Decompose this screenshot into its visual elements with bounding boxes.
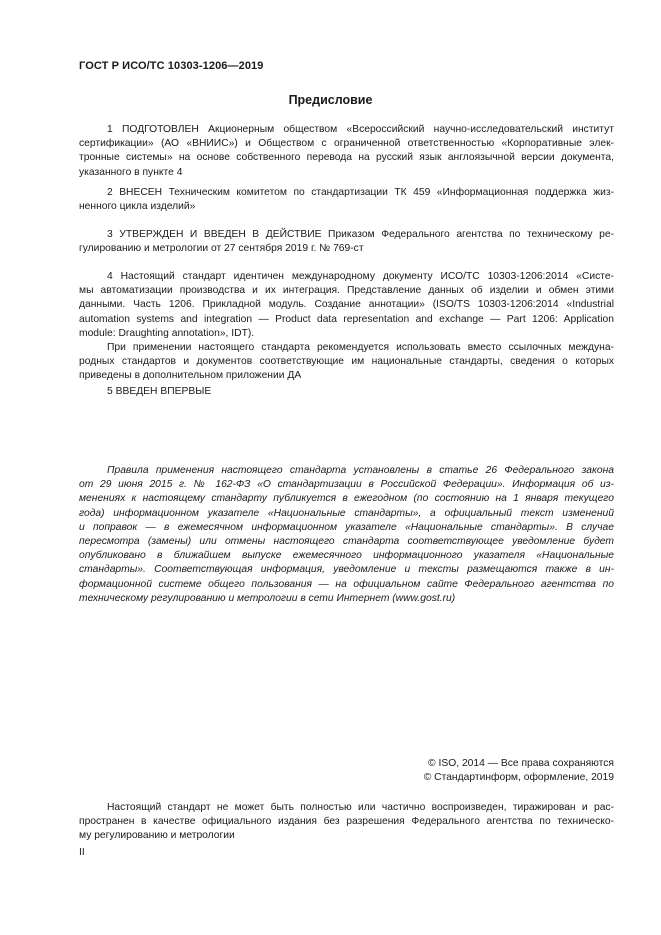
text-line: 3 УТВЕРЖДЕН И ВВЕДЕН В ДЕЙСТВИЕ Приказом Федерального агентства по техническому ре- [107, 229, 614, 240]
text-line: При применении настоящего стандарта рекомендуется использовать вместо ссылочных междуна- [107, 342, 614, 353]
text-line: опубликовано в ближайшем выпуске ежемесячного информационного указателя «Национальные [79, 550, 614, 562]
text-line: му регулированию и метрологии [79, 830, 235, 842]
text-line: тронные системы» на основе собственного перевода на русский язык англоязычной версии документа, [79, 152, 614, 164]
text-line: мы автоматизации производства и их интеграция. Представление данных об изделии и обмен этими [79, 285, 614, 297]
item-1-paragraph [79, 123, 614, 180]
text-line: automation systems and integration — Product data representation and exchange — Part 1206: Application [79, 313, 614, 325]
text-line: 1 ПОДГОТОВЛЕН Акционерным обществом «Всероссийский научно-исследовательский институт [107, 124, 614, 135]
rules-notice [79, 464, 614, 606]
text-line: приведены в дополнительном приложении ДА [79, 370, 302, 382]
text-line: пространен в качестве официального издания без разрешения Федерального агентства по техническо- [79, 816, 614, 828]
text-line: ненного цикла изделий» [79, 201, 196, 213]
item-3-paragraph [79, 228, 614, 256]
copyright-block [424, 757, 614, 785]
text-line: Настоящий стандарт не может быть полностью или частично воспроизведен, тиражирован и рас- [107, 802, 614, 813]
text-line: и поправок — в ежемесячном информационном указателе «Национальные стандарты». В случае [79, 521, 614, 533]
reproduction-notice [79, 801, 614, 844]
text-line: родных стандартов и документов соответствующие им национальные стандарты, сведения о которых [79, 356, 614, 368]
text-line: 5 ВВЕДЕН ВПЕРВЫЕ [107, 386, 212, 397]
text-line: указанного в пункте 4 [79, 166, 183, 178]
item-4-paragraph [79, 270, 614, 341]
document-code: ГОСТ Р ИСО/ТС 10303-1206—2019 [79, 60, 264, 72]
text-line: от 29 июня 2015 г. № 162-ФЗ «О стандартизации в Российской Федерации». Информация об из- [79, 479, 614, 491]
copyright-standartinform: © Стандартинформ, оформление, 2019 [423, 772, 614, 784]
text-line: данными. Часть 1206. Прикладной модуль. Создание аннотации» (ISO/TS 10303-1206:2014 «Industrial [79, 299, 614, 311]
text-line: module: Draughting annotation», IDT). [79, 327, 255, 339]
page-number: II [79, 847, 85, 858]
text-line: 2 ВНЕСЕН Техническим комитетом по стандартизации ТК 459 «Информационная поддержка жиз- [107, 187, 614, 198]
text-line: стандарты». Соответствующая информация, уведомление и тексты размещаются также в ин- [79, 564, 614, 576]
text-line: менениях к настоящему стандарту публикуется в ежегодном (по состоянию на 1 января текущего [79, 493, 614, 505]
page-title: Предисловие [288, 93, 373, 107]
text-line: техническому регулированию и метрологии в сети Интернет (www.gost.ru) [79, 592, 456, 604]
text-line: 4 Настоящий стандарт идентичен международному документу ИСО/ТС 10303-1206:2014 «Систе- [107, 271, 614, 282]
text-line: пересмотра (замены) или отмены настоящего стандарта соответствующее уведомление будет [79, 536, 614, 548]
text-line: гулированию и метрологии от 27 сентября 2019 г. № 769-ст [79, 243, 364, 255]
text-line: года) информационном указателе «Национальные стандарты», а официальный текст изменений [79, 507, 614, 519]
item-5-paragraph [79, 385, 614, 399]
text-line: сертификации» (АО «ВНИИС») и Обществом с ограниченной ответственностью «Корпоративные элек- [79, 138, 614, 150]
item-2-paragraph [79, 186, 614, 214]
item-4-note-paragraph [79, 341, 614, 384]
text-line: формационной системе общего пользования — на официальном сайте Федерального агентства по [79, 578, 614, 590]
copyright-iso: © ISO, 2014 — Все права сохраняются [428, 758, 614, 769]
text-line: Правила применения настоящего стандарта установлены в статье 26 Федерального закона [107, 465, 614, 476]
